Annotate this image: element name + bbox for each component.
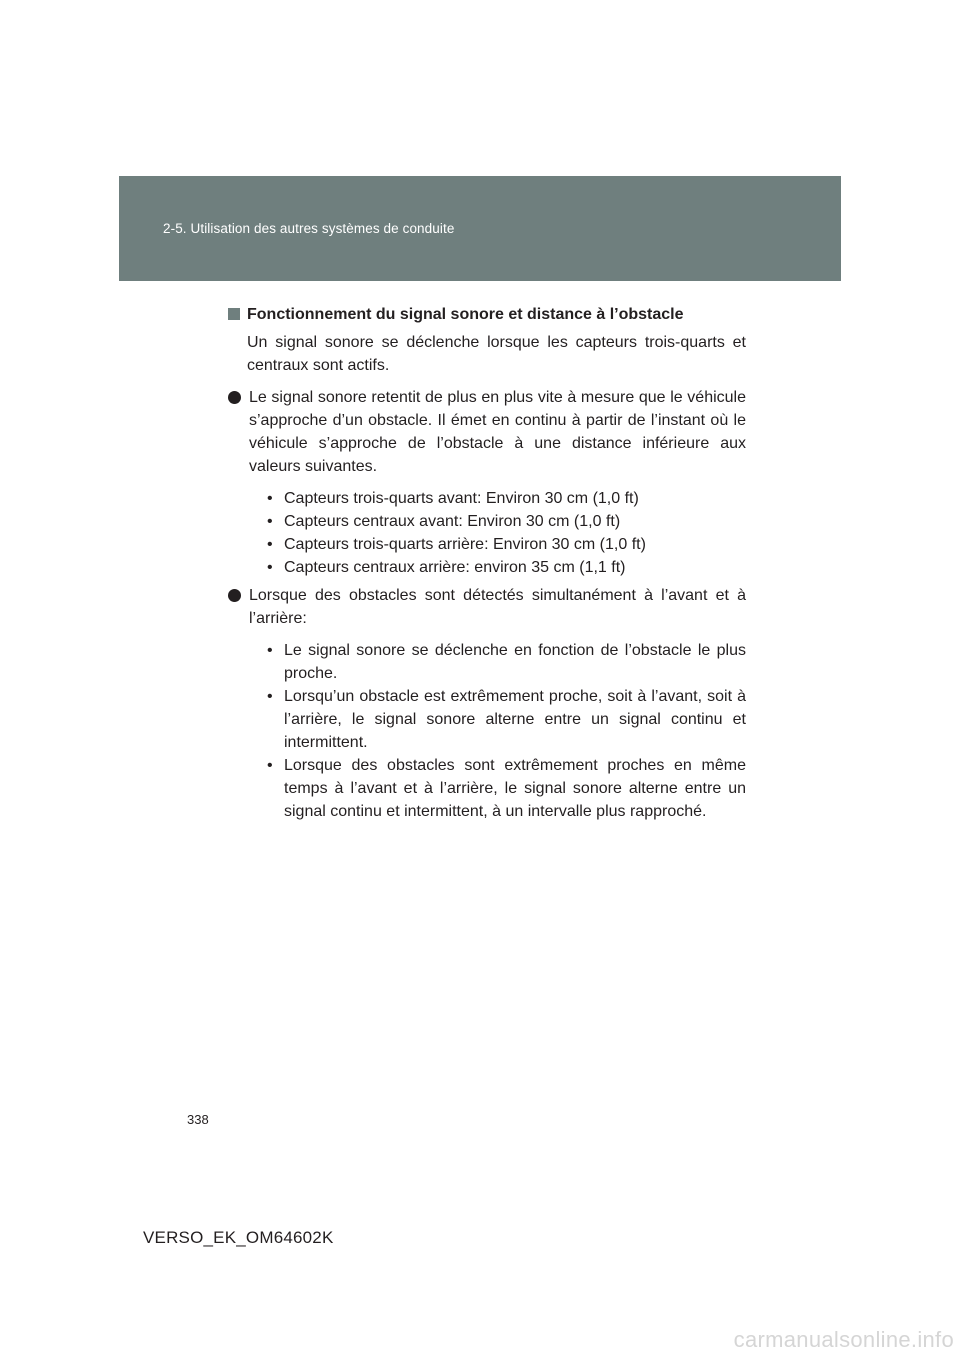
chapter-header-band — [119, 176, 841, 281]
page-number: 338 — [187, 1112, 209, 1127]
list-item: • Capteurs centraux arrière: environ 35 cm (1,1 ft) — [267, 556, 746, 579]
list-item: • Lorsqu’un obstacle est extrêmement proche, soit à l’avant, soit à l’arrière, le signal sonore alterne entre un signal continu et intermittent. — [267, 685, 746, 754]
section-heading — [228, 303, 746, 326]
bullet-dot-icon: • — [267, 513, 273, 530]
list-item: • Capteurs centraux avant: Environ 30 cm (1,0 ft) — [267, 510, 746, 533]
point-text: Lorsque des obstacles sont détectés simultanément à l’avant et à l’arrière: — [249, 587, 746, 627]
distance-list — [267, 487, 746, 579]
round-bullet-icon — [228, 391, 241, 404]
point-1 — [228, 386, 746, 478]
chapter-title: 2-5. Utilisation des autres systèmes de conduite — [163, 221, 455, 236]
list-item: • Capteurs trois-quarts arrière: Environ 30 cm (1,0 ft) — [267, 533, 746, 556]
bullet-dot-icon: • — [267, 757, 273, 774]
point-text: Le signal sonore retentit de plus en plus vite à mesure que le véhicule s’approche d’un obstacle. Il émet en continu à partir de l’instant où le véhicule s’approche de l’obstacle à une distance inférieure aux valeurs suivantes. — [249, 389, 746, 475]
section-intro: Un signal sonore se déclenche lorsque les capteurs trois-quarts et centraux sont actifs. — [247, 334, 746, 374]
bullet-dot-icon: • — [267, 642, 273, 659]
list-item: • Le signal sonore se déclenche en fonction de l’obstacle le plus proche. — [267, 639, 746, 685]
bullet-dot-icon: • — [267, 490, 273, 507]
bullet-dot-icon: • — [267, 688, 273, 705]
page-content — [228, 303, 746, 828]
bullet-dot-icon: • — [267, 559, 273, 576]
bullet-dot-icon: • — [267, 536, 273, 553]
list-item: • Capteurs trois-quarts avant: Environ 30 cm (1,0 ft) — [267, 487, 746, 510]
round-bullet-icon — [228, 589, 241, 602]
section-heading-text: Fonctionnement du signal sonore et distance à l’obstacle — [247, 306, 684, 323]
simultaneous-list — [267, 639, 746, 823]
point-2 — [228, 584, 746, 630]
document-code: VERSO_EK_OM64602K — [143, 1228, 334, 1247]
watermark: carmanualsonline.info — [733, 1327, 954, 1352]
square-bullet-icon — [228, 308, 240, 320]
list-item: • Lorsque des obstacles sont extrêmement proches en même temps à l’avant et à l’arrière, le signal sonore alterne entre un signal continu et intermittent, à un intervalle plus rapproché. — [267, 754, 746, 823]
